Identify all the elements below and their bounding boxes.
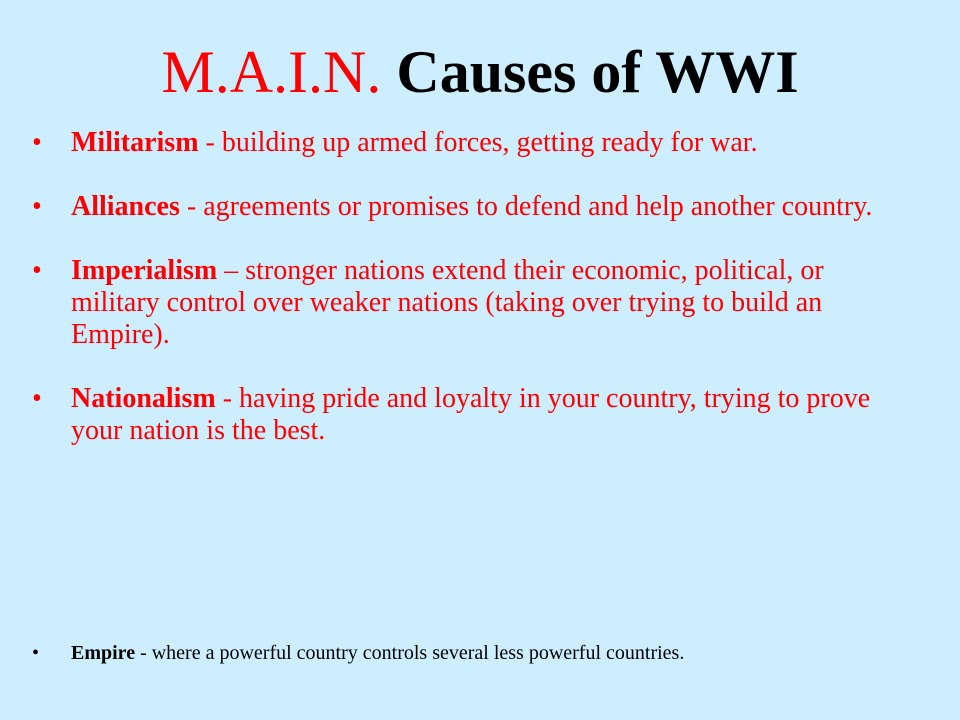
bullet-icon: • xyxy=(32,383,42,414)
title-acronym: M.A.I.N. xyxy=(161,39,382,105)
cause-militarism xyxy=(32,127,912,159)
bullet-icon: • xyxy=(32,191,42,222)
cause-nationalism xyxy=(32,383,912,447)
bullet-icon: • xyxy=(32,255,42,286)
empire-definition xyxy=(32,640,932,666)
footer-term: Empire xyxy=(71,642,136,664)
cause-term: Imperialism xyxy=(71,255,218,286)
bullet-icon: • xyxy=(32,127,42,158)
cause-term: Alliances xyxy=(71,191,180,222)
cause-definition: – stronger nations extend their economic, political, or military control over weaker nations (taking over trying to build an Empire). xyxy=(71,255,824,350)
footer-definition: - where a powerful country controls several less powerful countries. xyxy=(135,642,685,664)
page-title xyxy=(0,38,960,107)
bullet-icon: • xyxy=(32,642,40,664)
cause-imperialism xyxy=(32,255,912,351)
cause-term: Militarism xyxy=(71,127,199,158)
cause-definition: - building up armed forces, getting ready for war. xyxy=(198,127,758,158)
title-subject: Causes of WWI xyxy=(396,39,799,105)
cause-definition: - agreements or promises to defend and help another country. xyxy=(179,191,873,222)
cause-definition: - having pride and loyalty in your country, trying to prove your nation is the best. xyxy=(71,383,871,446)
cause-alliances xyxy=(32,191,912,223)
cause-list xyxy=(32,127,912,479)
cause-term: Nationalism xyxy=(71,383,216,414)
